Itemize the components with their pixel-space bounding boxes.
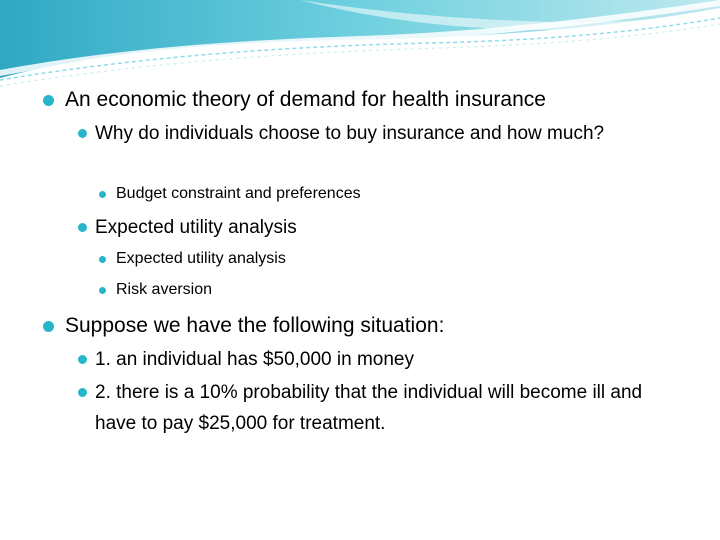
bullet-icon bbox=[43, 321, 54, 332]
bullet-icon bbox=[78, 223, 87, 232]
bullet-text: 1. an individual has $50,000 in money bbox=[95, 349, 415, 370]
bullet-text: Why do individuals choose to buy insurance and how much? bbox=[95, 123, 605, 144]
bullet-text: Suppose we have the following situation: bbox=[65, 314, 445, 337]
bullet-text: Budget constraint and preferences bbox=[116, 185, 361, 202]
bullet-icon bbox=[78, 129, 87, 138]
bullet-icon bbox=[99, 256, 106, 263]
bullet-icon bbox=[78, 388, 87, 397]
bullet-text: An economic theory of demand for health insurance bbox=[65, 88, 546, 111]
bullet-text: 2. there is a 10% probability that the individual will become ill and have to pay $25,000 for treatment. bbox=[95, 382, 643, 434]
bullet-text: Risk aversion bbox=[116, 281, 213, 298]
bullet-icon bbox=[78, 355, 87, 364]
bullet-text: Expected utility analysis bbox=[116, 250, 286, 267]
header-swoosh-decoration bbox=[0, 0, 720, 90]
bullet-icon bbox=[99, 191, 106, 198]
bullet-icon bbox=[99, 287, 106, 294]
bullet-text: Expected utility analysis bbox=[95, 217, 297, 238]
bullet-icon bbox=[43, 95, 54, 106]
